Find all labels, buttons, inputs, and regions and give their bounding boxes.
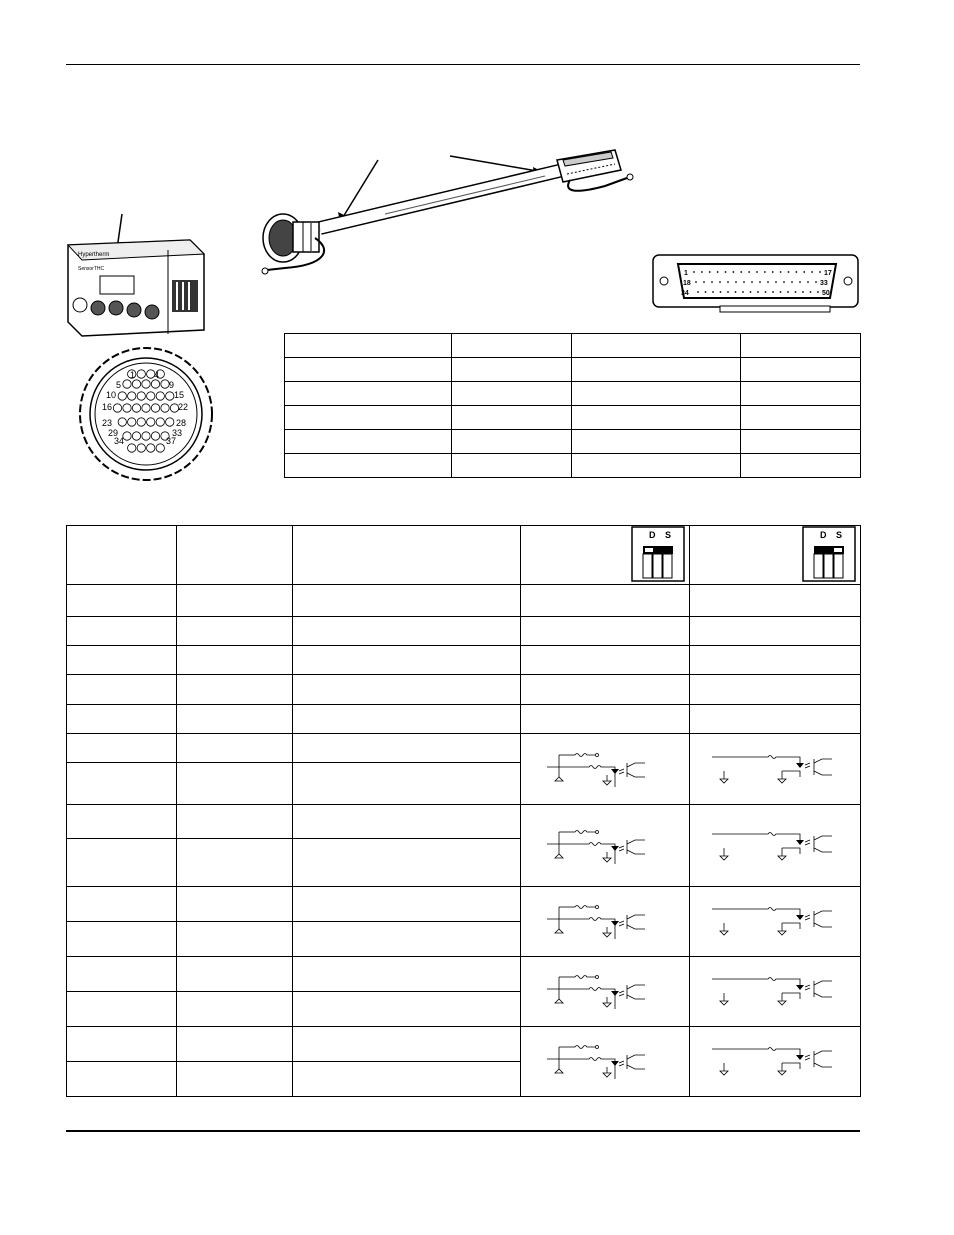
opto-input-circuit bbox=[710, 965, 840, 1017]
pin-label-1: 1 bbox=[130, 370, 136, 380]
table-row bbox=[285, 382, 861, 406]
table-cell bbox=[741, 358, 861, 382]
module-brand-text: Hypertherm bbox=[78, 252, 110, 258]
main-table bbox=[66, 525, 861, 1097]
small-table bbox=[284, 333, 861, 478]
table-row bbox=[67, 956, 861, 991]
table-cell bbox=[452, 334, 572, 358]
dip-label-s: S bbox=[665, 530, 672, 540]
table-cell bbox=[741, 454, 861, 478]
round-connector-pinout bbox=[72, 344, 222, 489]
table-cell bbox=[572, 454, 741, 478]
pin-label-22: 22 bbox=[178, 402, 189, 412]
pin-label-9: 9 bbox=[169, 380, 175, 390]
table-cell bbox=[572, 358, 741, 382]
input-circuit-cell bbox=[690, 956, 861, 1026]
module-model-text: SensorTHC bbox=[78, 266, 105, 272]
dip-switch-diagram bbox=[802, 526, 856, 582]
table-row bbox=[67, 585, 861, 617]
table-row bbox=[67, 646, 861, 675]
table-row bbox=[67, 734, 861, 763]
table-cell bbox=[452, 406, 572, 430]
input-circuit-cell bbox=[690, 886, 861, 956]
dsub-label-33: 33 bbox=[820, 280, 828, 287]
footer-rule bbox=[66, 1130, 860, 1132]
pin-label-28: 28 bbox=[176, 418, 187, 428]
table-row bbox=[285, 406, 861, 430]
pin-label-29: 29 bbox=[108, 428, 119, 438]
dip-label-d: D bbox=[820, 530, 827, 540]
pin-label-5: 5 bbox=[116, 380, 122, 390]
pin-label-37: 37 bbox=[166, 436, 177, 446]
table-cell bbox=[452, 382, 572, 406]
input-circuit-cell bbox=[690, 805, 861, 886]
pin-label-23: 23 bbox=[102, 418, 113, 428]
input-circuit-cell bbox=[521, 734, 690, 805]
table-cell bbox=[572, 430, 741, 454]
table-row bbox=[67, 805, 861, 839]
dip-label-d: D bbox=[649, 530, 656, 540]
dsub-label-17: 17 bbox=[824, 270, 832, 277]
input-circuit-cell bbox=[521, 886, 690, 956]
dsub-label-18: 18 bbox=[683, 280, 691, 287]
header-cell-1 bbox=[67, 526, 177, 585]
table-cell bbox=[285, 334, 452, 358]
table-cell bbox=[741, 406, 861, 430]
table-cell bbox=[285, 406, 452, 430]
table-cell bbox=[572, 334, 741, 358]
input-circuit-cell bbox=[690, 1026, 861, 1096]
pin-label-15: 15 bbox=[174, 390, 185, 400]
table-cell bbox=[741, 382, 861, 406]
dsub-label-34: 34 bbox=[681, 290, 689, 297]
header-row bbox=[67, 526, 861, 585]
opto-input-circuit bbox=[710, 820, 840, 872]
opto-input-circuit bbox=[545, 895, 665, 947]
dsub-connector-pinout bbox=[650, 252, 862, 314]
opto-input-circuit bbox=[545, 965, 665, 1017]
input-circuit-cell bbox=[521, 956, 690, 1026]
opto-input-circuit bbox=[545, 1035, 665, 1087]
dsub-label-50: 50 bbox=[822, 290, 830, 297]
table-cell bbox=[285, 358, 452, 382]
opto-input-circuit bbox=[710, 895, 840, 947]
opto-input-circuit bbox=[710, 743, 840, 795]
pin-label-33: 33 bbox=[172, 428, 183, 438]
table-row bbox=[285, 358, 861, 382]
table-row bbox=[285, 334, 861, 358]
table-row bbox=[67, 705, 861, 734]
table-cell bbox=[452, 430, 572, 454]
header-cell-4 bbox=[521, 526, 690, 585]
table-cell bbox=[452, 454, 572, 478]
pin-label-34: 34 bbox=[114, 436, 125, 446]
table-row bbox=[67, 675, 861, 705]
header-cell-3 bbox=[293, 526, 521, 585]
pin-label-16: 16 bbox=[102, 402, 113, 412]
header-cell-2 bbox=[177, 526, 293, 585]
table-cell bbox=[741, 334, 861, 358]
opto-input-circuit bbox=[545, 820, 665, 872]
table-row bbox=[285, 430, 861, 454]
cable-illustration bbox=[245, 140, 645, 280]
table-cell bbox=[452, 358, 572, 382]
table-cell bbox=[285, 430, 452, 454]
pin-label-4: 4 bbox=[154, 370, 160, 380]
input-circuit-cell bbox=[521, 805, 690, 886]
control-module-illustration bbox=[64, 210, 214, 340]
table-row bbox=[67, 1026, 861, 1061]
header-rule bbox=[66, 64, 860, 65]
header-cell-5 bbox=[690, 526, 861, 585]
pin-label-10: 10 bbox=[106, 390, 117, 400]
table-row bbox=[67, 886, 861, 921]
input-circuit-cell bbox=[521, 1026, 690, 1096]
table-row bbox=[67, 617, 861, 646]
table-cell bbox=[285, 454, 452, 478]
dip-switch-diagram bbox=[631, 526, 685, 582]
table-cell bbox=[572, 382, 741, 406]
input-circuit-cell bbox=[690, 734, 861, 805]
opto-input-circuit bbox=[545, 743, 665, 795]
dip-label-s: S bbox=[836, 530, 843, 540]
table-cell bbox=[741, 430, 861, 454]
dsub-label-1: 1 bbox=[684, 270, 688, 277]
table-row bbox=[285, 454, 861, 478]
table-cell bbox=[572, 406, 741, 430]
table-cell bbox=[285, 382, 452, 406]
opto-input-circuit bbox=[710, 1035, 840, 1087]
